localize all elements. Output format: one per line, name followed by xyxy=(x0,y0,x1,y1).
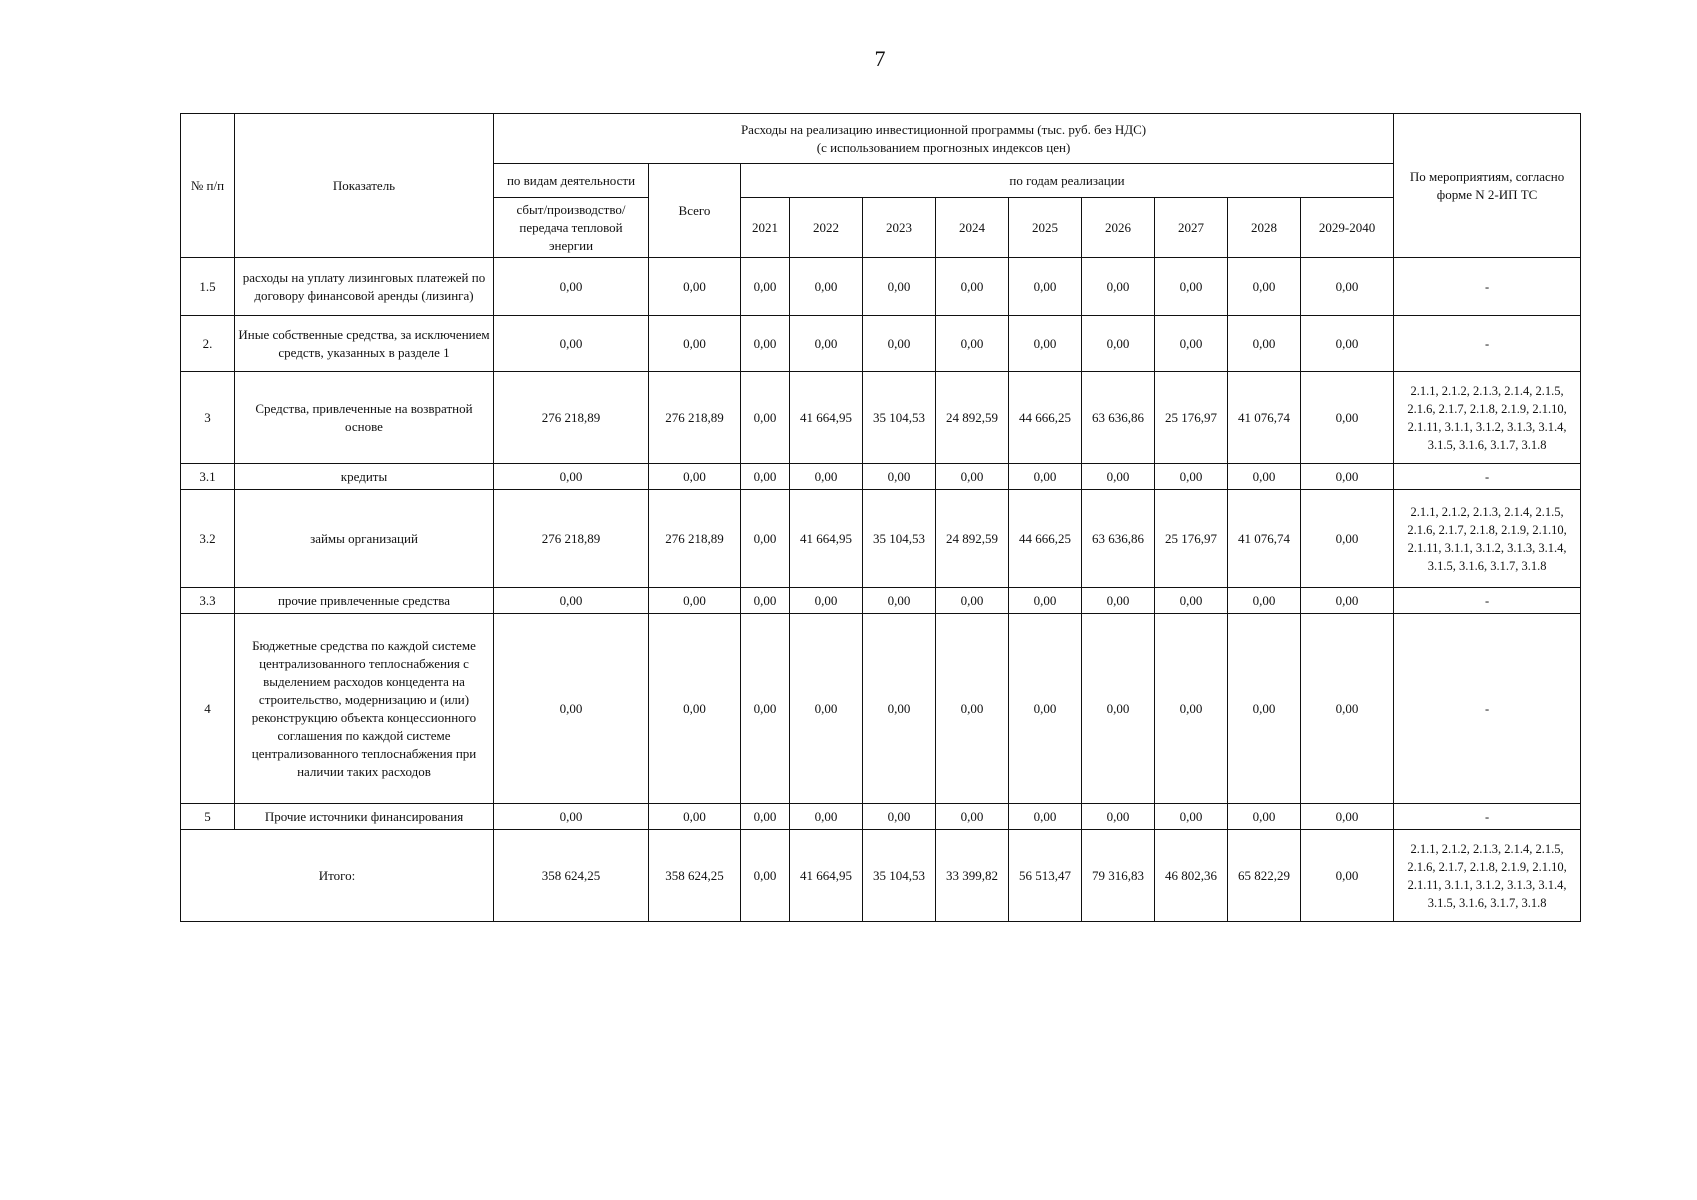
header-year: 2022 xyxy=(790,198,863,258)
row-measures: - xyxy=(1394,614,1581,804)
row-measures: 2.1.1, 2.1.2, 2.1.3, 2.1.4, 2.1.5, 2.1.6, 2.1.7, 2.1.8, 2.1.9, 2.1.10, 2.1.11, 3.1.1, 3.1.2, 3.1.3, 3.1.4, 3.1.5, 3.1.6, 3.1.7, 3.1.8 xyxy=(1394,372,1581,464)
row-indicator: кредиты xyxy=(235,464,494,490)
row-year-value: 0,00 xyxy=(741,588,790,614)
row-year-value: 44 666,25 xyxy=(1009,372,1082,464)
row-year-value: 0,00 xyxy=(936,316,1009,372)
row-year-value: 0,00 xyxy=(1301,316,1394,372)
table-row xyxy=(181,490,1581,588)
row-year-value: 63 636,86 xyxy=(1082,372,1155,464)
row-year-value: 0,00 xyxy=(741,372,790,464)
row-num: 3.1 xyxy=(181,464,235,490)
table-body xyxy=(181,258,1581,922)
row-num: 3.3 xyxy=(181,588,235,614)
page-number: 7 xyxy=(874,46,886,71)
row-total-value: 0,00 xyxy=(649,614,741,804)
table-row xyxy=(181,372,1581,464)
row-activity-value: 0,00 xyxy=(494,804,649,830)
row-year-value: 0,00 xyxy=(936,614,1009,804)
row-indicator: Иные собственные средства, за исключением средств, указанных в разделе 1 xyxy=(235,316,494,372)
table-header xyxy=(181,114,1581,258)
row-year-value: 0,00 xyxy=(1009,588,1082,614)
row-year-value: 24 892,59 xyxy=(936,490,1009,588)
row-year-value: 41 664,95 xyxy=(790,372,863,464)
table-row xyxy=(181,588,1581,614)
row-indicator: прочие привлеченные средства xyxy=(235,588,494,614)
row-measures: - xyxy=(1394,588,1581,614)
row-year-value: 0,00 xyxy=(1155,316,1228,372)
row-total-value: 276 218,89 xyxy=(649,490,741,588)
row-year-value: 0,00 xyxy=(790,464,863,490)
itogo-total-value: 358 624,25 xyxy=(649,830,741,922)
row-year-value: 0,00 xyxy=(936,804,1009,830)
header-indicator: Показатель xyxy=(235,114,494,258)
row-year-value: 0,00 xyxy=(936,464,1009,490)
row-year-value: 44 666,25 xyxy=(1009,490,1082,588)
row-year-value: 0,00 xyxy=(1228,588,1301,614)
header-expenses-note: (с использованием прогнозных индексов цен) xyxy=(816,139,1071,155)
row-num: 1.5 xyxy=(181,258,235,316)
header-activity-type: сбыт/производство/ передача тепловой энергии xyxy=(494,198,649,258)
row-year-value: 0,00 xyxy=(790,258,863,316)
row-total-value: 0,00 xyxy=(649,258,741,316)
row-year-value: 24 892,59 xyxy=(936,372,1009,464)
header-year: 2026 xyxy=(1082,198,1155,258)
header-by-activity: по видам деятельности xyxy=(494,164,649,198)
row-measures: - xyxy=(1394,804,1581,830)
row-year-value: 25 176,97 xyxy=(1155,490,1228,588)
row-year-value: 0,00 xyxy=(1009,464,1082,490)
row-year-value: 0,00 xyxy=(1155,464,1228,490)
table-row xyxy=(181,316,1581,372)
header-year: 2025 xyxy=(1009,198,1082,258)
row-year-value: 0,00 xyxy=(863,614,936,804)
itogo-year-value: 41 664,95 xyxy=(790,830,863,922)
header-year: 2027 xyxy=(1155,198,1228,258)
itogo-year-value: 79 316,83 xyxy=(1082,830,1155,922)
row-year-value: 35 104,53 xyxy=(863,490,936,588)
row-activity-value: 276 218,89 xyxy=(494,372,649,464)
row-indicator: займы организаций xyxy=(235,490,494,588)
row-indicator: Бюджетные средства по каждой системе централизованного теплоснабжения с выделением расходов концедента на строительство, модернизацию и (или) реконструкцию объекта концессионного соглашения по каждой системе централизованного теплоснабжения при наличии таких расходов xyxy=(235,614,494,804)
row-year-value: 0,00 xyxy=(1301,588,1394,614)
row-year-value: 0,00 xyxy=(1009,614,1082,804)
row-total-value: 0,00 xyxy=(649,588,741,614)
row-indicator: Средства, привлеченные на возвратной основе xyxy=(235,372,494,464)
row-activity-value: 0,00 xyxy=(494,464,649,490)
header-by-years: по годам реализации xyxy=(741,164,1394,198)
row-year-value: 0,00 xyxy=(1082,614,1155,804)
table-row xyxy=(181,464,1581,490)
row-year-value: 0,00 xyxy=(936,588,1009,614)
header-year: 2029-2040 xyxy=(1301,198,1394,258)
table-row xyxy=(181,614,1581,804)
row-num: 3.2 xyxy=(181,490,235,588)
row-year-value: 0,00 xyxy=(790,588,863,614)
row-year-value: 0,00 xyxy=(1301,804,1394,830)
header-year: 2023 xyxy=(863,198,936,258)
itogo-year-value: 33 399,82 xyxy=(936,830,1009,922)
row-year-value: 0,00 xyxy=(1082,464,1155,490)
row-year-value: 0,00 xyxy=(790,316,863,372)
row-num: 4 xyxy=(181,614,235,804)
itogo-label: Итого: xyxy=(181,830,494,922)
table-row xyxy=(181,258,1581,316)
row-year-value: 63 636,86 xyxy=(1082,490,1155,588)
row-year-value: 0,00 xyxy=(863,804,936,830)
row-total-value: 0,00 xyxy=(649,804,741,830)
header-year: 2024 xyxy=(936,198,1009,258)
row-indicator: расходы на уплату лизинговых платежей по договору финансовой аренды (лизинга) xyxy=(235,258,494,316)
row-measures: - xyxy=(1394,316,1581,372)
header-expenses-title: Расходы на реализацию инвестиционной программы (тыс. руб. без НДС) xyxy=(740,121,1147,137)
row-year-value: 0,00 xyxy=(1301,372,1394,464)
row-year-value: 0,00 xyxy=(1009,804,1082,830)
row-year-value: 0,00 xyxy=(1228,804,1301,830)
row-year-value: 0,00 xyxy=(1301,258,1394,316)
row-total-value: 0,00 xyxy=(649,464,741,490)
row-year-value: 0,00 xyxy=(863,316,936,372)
row-year-value: 0,00 xyxy=(936,258,1009,316)
itogo-year-value: 56 513,47 xyxy=(1009,830,1082,922)
row-year-value: 0,00 xyxy=(1301,464,1394,490)
header-num: № п/п xyxy=(181,114,235,258)
itogo-year-value: 46 802,36 xyxy=(1155,830,1228,922)
row-year-value: 0,00 xyxy=(1082,804,1155,830)
itogo-row xyxy=(181,830,1581,922)
row-year-value: 0,00 xyxy=(741,464,790,490)
itogo-year-value: 35 104,53 xyxy=(863,830,936,922)
itogo-year-value: 0,00 xyxy=(741,830,790,922)
row-year-value: 0,00 xyxy=(741,316,790,372)
row-year-value: 0,00 xyxy=(741,804,790,830)
row-year-value: 25 176,97 xyxy=(1155,372,1228,464)
row-year-value: 0,00 xyxy=(863,464,936,490)
header-measures: По мероприятиям, согласно форме N 2-ИП ТС xyxy=(1394,114,1581,258)
row-total-value: 0,00 xyxy=(649,316,741,372)
row-year-value: 0,00 xyxy=(1228,316,1301,372)
row-total-value: 276 218,89 xyxy=(649,372,741,464)
row-year-value: 0,00 xyxy=(741,614,790,804)
row-year-value: 41 664,95 xyxy=(790,490,863,588)
table-row xyxy=(181,804,1581,830)
row-year-value: 0,00 xyxy=(790,804,863,830)
row-activity-value: 0,00 xyxy=(494,588,649,614)
row-year-value: 0,00 xyxy=(741,258,790,316)
row-activity-value: 0,00 xyxy=(494,258,649,316)
row-measures: - xyxy=(1394,258,1581,316)
header-total: Всего xyxy=(649,164,741,258)
row-year-value: 0,00 xyxy=(1228,614,1301,804)
row-year-value: 0,00 xyxy=(1082,316,1155,372)
row-activity-value: 276 218,89 xyxy=(494,490,649,588)
header-year: 2021 xyxy=(741,198,790,258)
row-year-value: 0,00 xyxy=(790,614,863,804)
header-expenses xyxy=(494,114,1394,164)
row-year-value: 0,00 xyxy=(1301,614,1394,804)
row-year-value: 0,00 xyxy=(1009,316,1082,372)
itogo-year-value: 65 822,29 xyxy=(1228,830,1301,922)
row-year-value: 0,00 xyxy=(1155,804,1228,830)
row-year-value: 0,00 xyxy=(1155,258,1228,316)
row-year-value: 0,00 xyxy=(1155,614,1228,804)
row-year-value: 0,00 xyxy=(1301,490,1394,588)
itogo-year-value: 0,00 xyxy=(1301,830,1394,922)
row-activity-value: 0,00 xyxy=(494,614,649,804)
row-year-value: 0,00 xyxy=(863,258,936,316)
row-year-value: 0,00 xyxy=(1228,464,1301,490)
itogo-activity-value: 358 624,25 xyxy=(494,830,649,922)
row-year-value: 0,00 xyxy=(1082,588,1155,614)
row-year-value: 0,00 xyxy=(863,588,936,614)
row-activity-value: 0,00 xyxy=(494,316,649,372)
header-year: 2028 xyxy=(1228,198,1301,258)
row-year-value: 0,00 xyxy=(1082,258,1155,316)
row-year-value: 35 104,53 xyxy=(863,372,936,464)
row-year-value: 0,00 xyxy=(1155,588,1228,614)
row-year-value: 41 076,74 xyxy=(1228,372,1301,464)
row-num: 3 xyxy=(181,372,235,464)
row-indicator: Прочие источники финансирования xyxy=(235,804,494,830)
row-num: 5 xyxy=(181,804,235,830)
row-year-value: 0,00 xyxy=(1228,258,1301,316)
row-year-value: 0,00 xyxy=(741,490,790,588)
financing-table xyxy=(180,113,1581,922)
row-year-value: 0,00 xyxy=(1009,258,1082,316)
row-measures: 2.1.1, 2.1.2, 2.1.3, 2.1.4, 2.1.5, 2.1.6, 2.1.7, 2.1.8, 2.1.9, 2.1.10, 2.1.11, 3.1.1, 3.1.2, 3.1.3, 3.1.4, 3.1.5, 3.1.6, 3.1.7, 3.1.8 xyxy=(1394,490,1581,588)
row-num: 2. xyxy=(181,316,235,372)
row-measures: - xyxy=(1394,464,1581,490)
row-year-value: 41 076,74 xyxy=(1228,490,1301,588)
itogo-measures: 2.1.1, 2.1.2, 2.1.3, 2.1.4, 2.1.5, 2.1.6, 2.1.7, 2.1.8, 2.1.9, 2.1.10, 2.1.11, 3.1.1, 3.1.2, 3.1.3, 3.1.4, 3.1.5, 3.1.6, 3.1.7, 3.1.8 xyxy=(1394,830,1581,922)
